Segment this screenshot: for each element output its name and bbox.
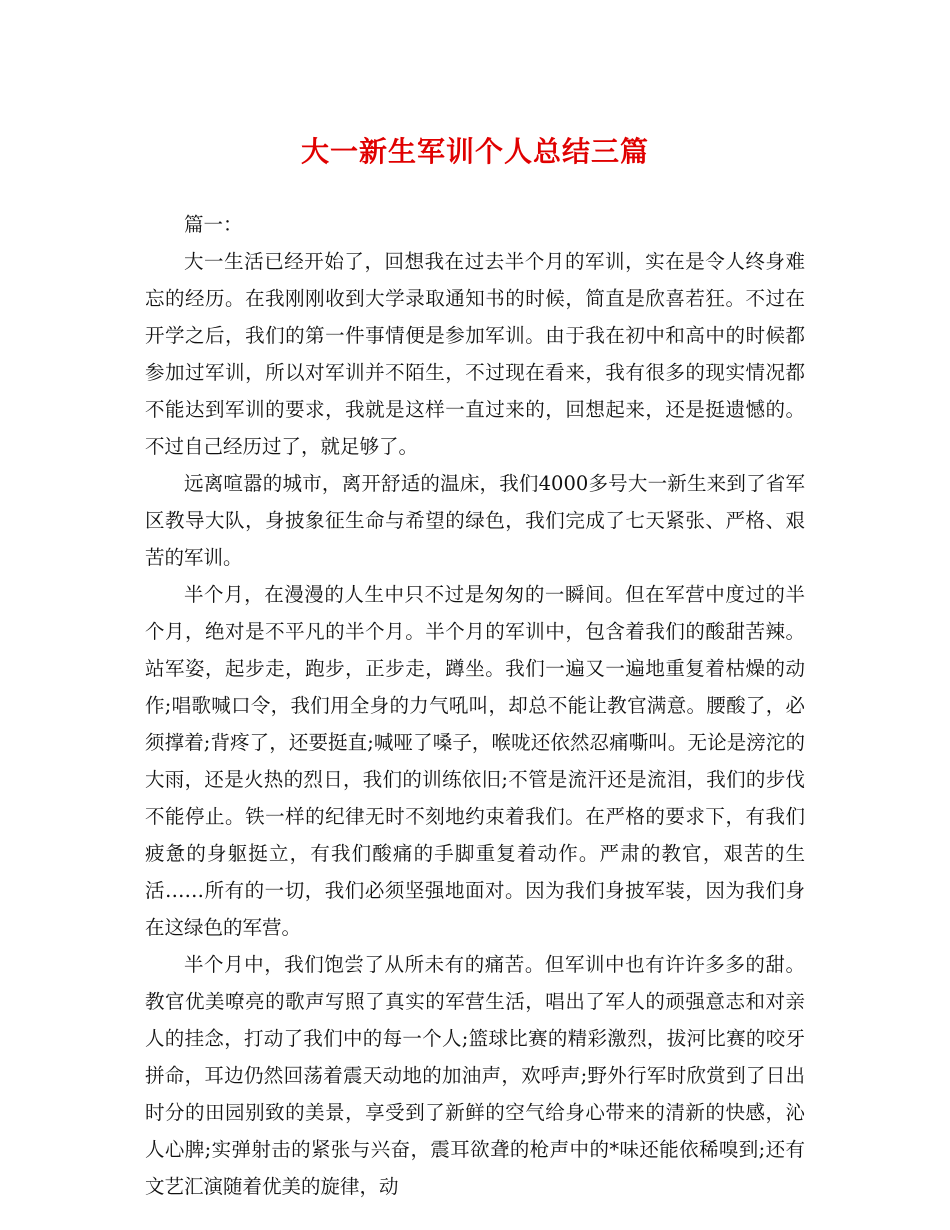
paragraph: 半个月中，我们饱尝了从所未有的痛苦。但军训中也有许许多多的甜。教官优美嘹亮的歌声写照了真实的军营生活，唱出了军人的顽强意志和对亲人的挂念，打动了我们中的每一个人;篮球比赛的精彩激烈，拔河比赛的咬牙拼命，耳边仍然回荡着震天动地的加油声，欢呼声;野外行军时欣赏到了日出时分的田园别致的美景，享受到了新鲜的空气给身心带来的清新的快感，沁人心脾;实弹射击的紧张与兴奋，震耳欲聋的枪声中的*味还能依稀嗅到;还有文艺汇演随着优美的旋律，动 xyxy=(145,953,805,1198)
paragraph: 半个月，在漫漫的人生中只不过是匆匆的一瞬间。但在军营中度过的半个月，绝对是不平凡的半个月。半个月的军训中，包含着我们的酸甜苦辣。站军姿，起步走，跑步，正步走，蹲坐。我们一遍又一遍地重复着枯燥的动作;唱歌喊口令，我们用全身的力气吼叫，却总不能让教官满意。腰酸了，必须撑着;背疼了，还要挺直;喊哑了嗓子，喉咙还依然忍痛嘶叫。无论是滂沱的大雨，还是火热的烈日，我们的训练依旧;不管是流汗还是流泪，我们的步伐不能停止。铁一样的纪律无时不刻地约束着我们。在严格的要求下，有我们疲惫的身躯挺立，有我们酸痛的手脚重复着动作。严肃的教官，艰苦的生活……所有的一切，我们必须坚强地面对。因为我们身披军装，因为我们身在这绿色的军营。 xyxy=(145,583,805,939)
document-title: 大一新生军训个人总结三篇 xyxy=(300,135,649,168)
document-body xyxy=(145,206,805,1205)
paragraph: 大一生活已经开始了，回想我在过去半个月的军训，实在是令人终身难忘的经历。在我刚刚收到大学录取通知书的时候，简直是欣喜若狂。不过在开学之后，我们的第一件事情便是参加军训。由于我在初中和高中的时候都参加过军训，所以对军训并不陌生，不过现在看来，我有很多的现实情况都不能达到军训的要求，我就是这样一直过来的，回想起来，还是挺遗憾的。不过自己经历过了，就足够了。 xyxy=(145,250,805,458)
section-label: 篇一： xyxy=(184,213,243,236)
paragraph: 远离喧嚣的城市，离开舒适的温床，我们4000多号大一新生来到了省军区教导大队，身披象征生命与希望的绿色，我们完成了七天紧张、严格、艰苦的军训。 xyxy=(145,472,805,569)
